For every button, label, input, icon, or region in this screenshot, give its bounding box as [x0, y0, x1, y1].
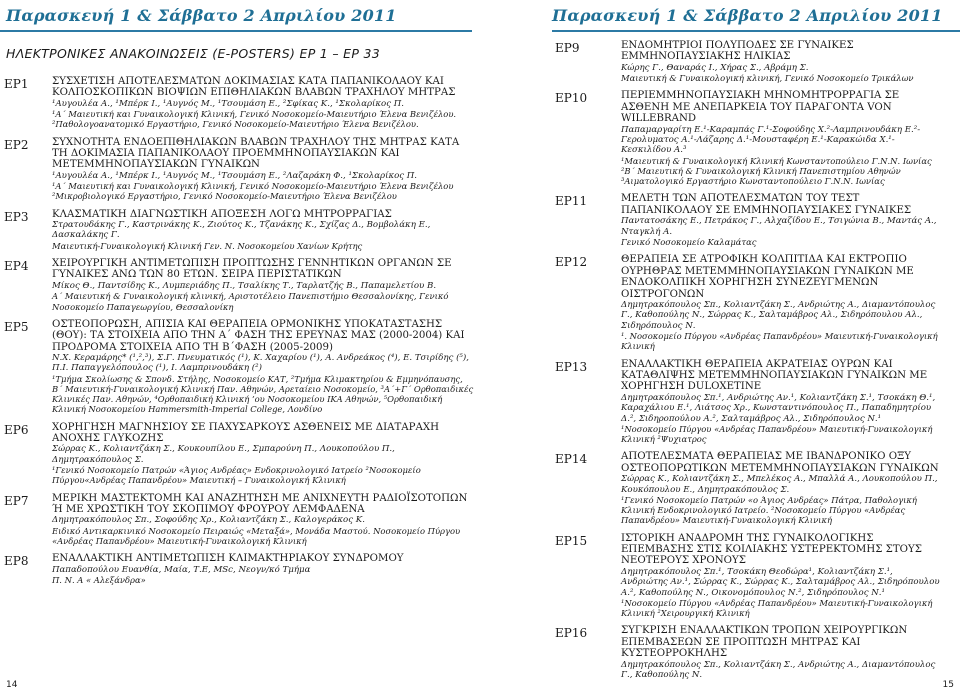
page-number: 15: [942, 680, 954, 690]
abstract-entry: [555, 359, 940, 445]
right-page: [480, 0, 960, 696]
entry-body: [621, 193, 940, 247]
entry-body: [621, 359, 940, 445]
entry-affiliation: ¹Τμήμα Σκολίωσης & Σπονδ. Στήλης, Νοσοκομείο ΚΑΤ, ²Τμήμα Κλιμακτηρίου & Εμμηνόπαυσης, Β΄ Μαιευτική-Γυναικολογική Κλινική Παν. Αθηνών, Αρεταίειο Νοσοκομείο, ³Α΄+Γ΄ Ορθοπαιδικές Κλινικές Παν. Αθηνών, ⁴Ορθοπαιδική Κλινική ’ου Νοσοκομείου ΙΚΑ Αθηνών, ⁵Ορθοπαιδική Κλινική Νοσοκομείου Hammersmith-Imperial College, Λονδίνο: [52, 373, 474, 415]
entry-title: ΟΣΤΕΟΠΟΡΩΣΗ, ΑΠΙΣΙΑ ΚΑΙ ΘΕΡΑΠΕΙΑ ΟΡΜΟΝΙΚΗΣ ΥΠΟΚΑΤΑΣΤΑΣΗΣ (ΘΟΥ): ΤΑ ΣΤΟΙΧΕΙΑ ΑΠΟ ΤΗΝ Α΄ ΦΑΣΗ ΤΗΣ ΕΡΕΥΝΑΣ ΜΑΣ (2000-2004) ΚΑΙ ΠΡΟΔΡΟΜΑ ΣΤΟΙΧΕΙΑ ΑΠΟ ΤΗ Β΄ΦΑΣΗ (2005-2009): [52, 318, 465, 353]
abstract-entry: [4, 422, 474, 486]
entry-title: ΕΝΑΛΛΑΚΤΙΚΗ ΘΕΡΑΠΕΙΑ ΑΚΡΑΤΕΙΑΣ ΟΥΡΩΝ ΚΑΙ ΚΑΤΑΘΛΙΨΗΣ ΜΕΤΕΜΜΗΝΟΠΑΥΣΙΑΚΩΝ ΓΥΝΑΙΚΩΝ ΜΕ ΧΟΡΗΓΗΣΗ DULOXETINE: [621, 358, 928, 393]
entry-authors: Δημητρακόπουλος Σπ.¹, Ανδριώτης Αν.¹, Κολιαντζάκη Σ.¹, Τσοκάκη Θ.¹, Καραχάλιου Ε.¹, Λιάτσος Χρ., Κωνσταντινόπουλος Π., Παπαδημητρίου Δ.², Σιδηροπούλου Α.², Σαλταμάβρος Αλ., Σιδηρόπουλος Ν.¹: [621, 392, 936, 424]
entry-body: [52, 553, 474, 585]
entry-authors: Δημητρακόπουλος Σπ., Κολιαντζάκη Σ., Ανδριώτης Α., Διαμαντόπουλος Γ., Καθοπούλης Ν., Σώρρας Κ., Σαλταμάβρος Αλ., Σιδηρόπουλου Αλ., Σιδηρόπουλος Ν.: [621, 299, 936, 331]
entry-body: [621, 451, 940, 525]
entry-authors: Μίκος Θ., Παντσίδης Κ., Λυμπεριάδης Π., Τσαλίκης Τ., Ταρλατζής Β., Παπαμελετίου Β.: [52, 280, 437, 291]
entry-code: EP7: [4, 493, 29, 508]
entry-title: ΑΠΟΤΕΛΕΣΜΑΤΑ ΘΕΡΑΠΕΙΑΣ ΜΕ ΙΒΑΝΔΡΟΝΙΚΟ ΟΞΥ ΟΣΤΕΟΠΟΡΩΤΙΚΩΝ ΜΕΤΕΜΜΗΝΟΠΑΥΣΙΑΚΩΝ ΓΥΝΑΙΚΩΝ: [621, 451, 939, 474]
entry-body: [621, 90, 940, 186]
page-number: 14: [6, 680, 18, 690]
entry-affiliation: ¹Νοσοκομείο Πύργου «Ανδρέας Παπανδρέου» Μαιευτική-Γυναικολογική Κλινική ²Ψυχιατρος: [621, 423, 933, 445]
entry-authors: Σώρρας Κ., Κολιαντζάκη Σ., Μπελέκος Α., Μπαλλά Α., Λουκοπούλου Π., Κουκόπουλου Ε., Δημητρακόπουλος Σ.: [621, 474, 938, 495]
entry-code: EP5: [4, 319, 29, 334]
entry-body: [52, 319, 474, 415]
entry-body: [621, 254, 940, 351]
entry-code: EP2: [4, 137, 29, 152]
entry-list: [555, 40, 940, 688]
entry-affiliation: ¹Α΄ Μαιευτική και Γυναικολογική Κλινική, Γενικό Νοσοκομείο-Μαιευτήριο Έλενα Βενιζέλου ²Μικροβιολογικό Εργαστήριο, Γενικό Νοσοκομείο-Μαιευτήριο Έλενα Βενιζέλου: [52, 181, 454, 202]
entry-authors: ¹Αυγουλέα Α., ¹Μπέρκ Ι., ¹Αυγνός Μ., ¹Τσουμάση Ε., ²Λαζαράκη Φ., ¹Σκολαρίκος Π.: [52, 170, 418, 181]
entry-body: [621, 625, 940, 680]
abstract-entry: [555, 625, 940, 680]
entry-code: EP14: [555, 452, 588, 467]
abstract-entry: [555, 193, 940, 247]
entry-title: ΚΛΑΣΜΑΤΙΚΗ ΔΙΑΓΝΩΣΤΙΚΗ ΑΠΟΞΕΣΗ ΛΟΓΩ ΜΗΤΡΟΡΡΑΓΙΑΣ: [52, 208, 392, 220]
entry-code: EP10: [555, 91, 588, 106]
entry-title: ΕΝΑΛΛΑΚΤΙΚΗ ΑΝΤΙΜΕΤΩΠΙΣΗ ΚΛΙΜΑΚΤΗΡΙΑΚΟΥ ΣΥΝΔΡΟΜΟΥ: [52, 553, 404, 565]
entry-affiliation: ¹Γενικό Νοσοκομείο Πατρών «ο Άγιος Ανδρέας» Πάτρα, Παθολογική Κλινική Ενδοκρινολογικό Ιατρείο. ²Νοσοκομείο Πύργου «Ανδρέας Παπανδρέου» Μαιευτική-Γυναικολογική Κλινική: [621, 495, 917, 526]
entry-body: [52, 209, 474, 251]
abstract-entry: [4, 493, 474, 547]
entry-authors: Ν.Χ. Κεραμάρης* (¹,²,³), Σ.Γ. Πνευματικός (¹), Κ. Χαχαρίου (¹), Α. Ανδρεάκος (⁴), Ε. Τσιρίδης (⁵), Π.Ι. Παπαγγελόπουλος (¹), Ι. Λαμπρινουδάκη (²): [52, 352, 469, 374]
entry-code: EP9: [555, 41, 580, 55]
abstract-entry: [4, 137, 474, 202]
entry-body: [52, 137, 474, 202]
entry-body: [621, 40, 940, 83]
entry-authors: Παπαμαργαρίτη Ε.¹-Καραμπάς Γ.¹-Σοφούδης Χ.²-Λαμπρινουδάκη Ε.²-Γερολυματος Α.¹-Λάζαρης Δ.¹-Μουσταφέρη Ε.¹-Καρακώιδα Χ.¹-Κεσκιλίδου Α.³: [621, 124, 921, 156]
entry-body: [52, 493, 474, 547]
entry-title: ΣΥΧΝΟΤΗΤΑ ΕΝΔΟΕΠΙΘΗΛΙΑΚΩΝ ΒΛΑΒΩΝ ΤΡΑΧΗΛΟΥ ΤΗΣ ΜΗΤΡΑΣ ΚΑΤΑ ΤΗ ΔΟΚΙΜΑΣΙΑ ΠΑΠΑΝΙΚΟΛΑΟΥ ΠΡΟΕΜΜΗΝΟΠΑΥΣΙΑΚΩΝ ΚΑΙ ΜΕΤΕΜΜΗΝΟΠΑΥΣΙΑΚΩΝ ΓΥΝΑΙΚΩΝ: [52, 136, 460, 171]
entry-authors: Δημητρακόπουλος Σπ., Σοφούδης Χρ., Κολιαντζάκη Σ., Καλογεράκος Κ.: [52, 515, 365, 526]
entry-affiliation: Γενικό Νοσοκομείο Καλαμάτας: [621, 237, 757, 248]
entry-code: EP1: [4, 77, 29, 91]
abstract-entry: [555, 90, 940, 186]
entry-title: ΜΕΡΙΚΗ ΜΑΣΤΕΚΤΟΜΗ ΚΑΙ ΑΝΑΖΗΤΗΣΗ ΜΕ ΑΝΙΧΝΕΥΤΗ ΡΑΔΙΟΪΣΟΤΟΠΩΝ Ή ΜΕ ΧΡΩΣΤΙΚΗ ΤΟΥ ΣΚΟΠΙΜΟΥ ΦΡΟΥΡΟΥ ΛΕΜΦΑΔΕΝΑ: [52, 492, 468, 515]
header-rule: [552, 30, 960, 32]
entry-affiliation: ¹Γενικό Νοσοκομείο Πατρών «Άγιος Ανδρέας» Ενδοκρινολογικό Ιατρείο ²Νοσοκομείο Πύργου«Ανδρέας Παπανδρέου» Μαιευτική – Γυναικολογική Κλινική: [52, 465, 421, 486]
abstract-entry: [4, 319, 474, 415]
entry-code: EP11: [555, 194, 588, 209]
header-rule: [0, 30, 472, 32]
entry-title: ΠΕΡΙΕΜΜΗΝΟΠΑΥΣΙΑΚΗ ΜΗΝΟΜΗΤΡΟΡΡΑΓΙΑ ΣΕ ΑΣΘΕΝΗ ΜΕ ΑΝΕΠΑΡΚΕΙΑ ΤΟΥ ΠΑΡΑΓΟΝΤΑ VON WILLEBRAND: [621, 90, 900, 125]
page-header: Παρασκευή 1 & Σάββατο 2 Απριλίου 2011: [6, 6, 397, 25]
abstract-entry: [4, 553, 474, 585]
entry-list: [4, 76, 474, 592]
entry-affiliation: ¹Νοσοκομείο Πύργου «Ανδρέας Παπανδρέου» Μαιευτική-Γυναικολογική Κλινική ²Χειρουργική Κλινική: [621, 598, 933, 619]
entry-affiliation: ¹. Νοσοκομείο Πύργου «Ανδρέας Παπανδρέου» Μαιευτική-Γυναικολογική Κλινική: [621, 331, 938, 352]
entry-code: EP4: [4, 259, 29, 274]
page-header: Παρασκευή 1 & Σάββατο 2 Απριλίου 2011: [552, 6, 943, 25]
entry-code: EP6: [4, 422, 29, 437]
entry-affiliation: Μαιευτική-Γυναικολογική Κλινική Γεν. Ν. Νοσοκομείου Χανίων Κρήτης: [52, 240, 363, 251]
entry-affiliation: ¹Μαιευτική & Γυναικολογική Κλινική Κωνσταντοπούλειο Γ.Ν.Ν. Ιωνίας ²Β΄ Μαιευτική & Γυναικολογική Κλινική Πανεπιστημίου Αθηνών ³Αιματολογικό Εργαστήριο Κωνσταντοπούλειο Γ.Ν.Ν. Ιωνίας: [621, 155, 932, 187]
entry-title: ΙΣΤΟΡΙΚΗ ΑΝΑΔΡΟΜΗ ΤΗΣ ΓΥΝΑΙΚΟΛΟΓΙΚΗΣ ΕΠΕΜΒΑΣΗΣ ΣΤΙΣ ΚΟΙΛΙΑΚΗΣ ΥΣΤΕΡΕΚΤΟΜΗΣ ΣΤΟΥΣ ΝΕΟΤΕΡΟΥΣ ΧΡΟΝΟΥΣ: [621, 532, 922, 567]
entry-code: EP15: [555, 533, 588, 548]
entry-code: EP13: [555, 359, 588, 374]
entry-title: ΧΟΡΗΓΗΣΗ ΜΑΓΝΗΣΙΟΥ ΣΕ ΠΑΧΥΣΑΡΚΟΥΣ ΑΣΘΕΝΕΙΣ ΜΕ ΔΙΑΤΑΡΑΧΗ ΑΝΟΧΗΣ ΓΛΥΚΟΖΗΣ: [52, 421, 439, 444]
entry-code: EP8: [4, 554, 29, 569]
entry-affiliation: ¹Α΄ Μαιευτική και Γυναικολογική Κλινική, Γενικό Νοσοκομείο-Μαιευτήριο Έλενα Βενιζέλου. ²Παθολογοανατομικό Εργαστήριο, Γενικό Νοσοκομείο-Μαιευτήριο Έλενα Βενιζέλου.: [52, 109, 457, 130]
entry-authors: Δημητρακόπουλος Σπ.¹, Τσοκάκη Θεοδώρα¹, Κολιαντζάκη Σ.¹, Ανδριώτης Αν.¹, Σώρρας Κ., Σώρρας Κ., Σαλταμάβρος Αλ., Σιδηρόπουλου Α.², Καθοπούλης Ν., Οικονομόπουλος Ν.², Σιδηρόπουλος Ν.¹: [621, 566, 940, 598]
abstract-entry: [555, 451, 940, 525]
entry-authors: Δημητρακόπουλος Σπ., Κολιαντζάκη Σ., Ανδριώτης Α., Διαμαντόπουλος Γ., Καθοπούλης Ν.: [621, 659, 936, 681]
entry-code: EP3: [4, 209, 29, 224]
abstract-entry: [555, 533, 940, 619]
abstract-entry: [555, 40, 940, 83]
entry-title: ΕΝΔΟΜΗΤΡΙΟΙ ΠΟΛΥΠΟΔΕΣ ΣΕ ΓΥΝΑΙΚΕΣ ΕΜΜΗΝΟΠΑΥΣΙΑΚΗΣ ΗΛΙΚΙΑΣ: [621, 40, 854, 63]
entry-body: [52, 76, 474, 130]
abstract-entry: [4, 258, 474, 312]
abstract-entry: [4, 76, 474, 130]
entry-code: EP12: [555, 255, 588, 270]
entry-authors: ¹Αυγουλέα Α., ¹Μπέρκ Ι., ¹Αυγνός Μ., ¹Τσουμάση Ε., ²Σφίκας Κ., ¹Σκολαρίκος Π.: [52, 98, 404, 109]
entry-title: ΣΥΓΚΡΙΣΗ ΕΝΑΛΛΑΚΤΙΚΩΝ ΤΡΟΠΩΝ ΧΕΙΡΟΥΡΓΙΚΩΝ ΕΠΕΜΒΑΣΕΩΝ ΣΕ ΠΡΟΠΤΩΣΗ ΜΗΤΡΑΣ ΚΑΙ ΚΥΣΤΕΟΡΡΟΚΗΛΗΣ: [621, 625, 908, 660]
entry-body: [621, 533, 940, 619]
entry-affiliation: Μαιευτική & Γυναικολογική κλινική, Γενικό Νοσοκομείο Τρικάλων: [621, 73, 914, 84]
entry-authors: Παντατοσάκης Ε., Πετράκος Γ., Αλχαζίδου Ε., Τσιγώνια Β., Μαντάς Α., Νταγκλή Α.: [621, 216, 937, 237]
entry-title: ΣΥΣΧΕΤΙΣΗ ΑΠΟΤΕΛΕΣΜΑΤΩΝ ΔΟΚΙΜΑΣΙΑΣ ΚΑΤΑ ΠΑΠΑΝΙΚΟΛΑΟΥ ΚΑΙ ΚΟΛΠΟΣΚΟΠΙΚΩΝ ΒΙΟΨΙΩΝ ΕΠΙΘΗΛΙΑΚΩΝ ΒΛΑΒΩΝ ΤΡΑΧΗΛΟΥ ΜΗΤΡΑΣ: [52, 76, 456, 99]
entry-affiliation: Α΄ Μαιευτική & Γυναικολογική κλινική, Αριστοτέλειο Πανεπιστήμιο Θεσσαλονίκης, Γενικό Νοσοκομείο Παπαγεωργίου, Θεσσαλονίκη: [52, 291, 449, 312]
entry-title: ΘΕΡΑΠΕΙΑ ΣΕ ΑΤΡΟΦΙΚΗ ΚΟΛΠΙΤΙΔΑ ΚΑΙ ΕΚΤΡΟΠΙΟ ΟΥΡΗΘΡΑΣ ΜΕΤΕΜΜΗΝΟΠΑΥΣΙΑΚΩΝ ΓΥΝΑΙΚΩΝ ΜΕ ΕΝΔΟΚΟΛΠΙΚΗ ΧΟΡΗΓΗΣΗ ΣΥΝΕΖΕΥΓΜΕΝΩΝ ΟΙΣΤΡΟΓΟΝΩΝ: [621, 254, 914, 300]
entry-authors: Κώρης Γ., Θαναράς Ι., Χήρας Σ., Αβράμη Σ.: [621, 62, 809, 73]
entry-affiliation: Π. Ν. Α « Αλεξάνδρα»: [52, 575, 146, 586]
section-title: ΗΛΕΚΤΡΟΝΙΚΕΣ ΑΝΑΚΟΙΝΩΣΕΙΣ (E-POSTERS) EP 1 – EP 33: [6, 46, 380, 61]
entry-body: [52, 422, 474, 486]
entry-code: EP16: [555, 626, 588, 641]
entry-body: [52, 258, 474, 312]
entry-title: ΧΕΙΡΟΥΡΓΙΚΗ ΑΝΤΙΜΕΤΩΠΙΣΗ ΠΡΟΠΤΩΣΗΣ ΓΕΝΝΗΤΙΚΩΝ ΟΡΓΑΝΩΝ ΣΕ ΓΥΝΑΙΚΕΣ ΑΝΩ ΤΩΝ 80 ΕΤΩΝ. ΣΕΙΡΑ ΠΕΡΙΣΤΑΤΙΚΩΝ: [52, 258, 452, 281]
entry-title: ΜΕΛΕΤΗ ΤΩΝ ΑΠΟΤΕΛΕΣΜΑΤΩΝ ΤΟΥ ΤΕΣΤ ΠΑΠΑΝΙΚΟΛΑΟΥ ΣΕ ΕΜΜΗΝΟΠΑΥΣΙΑΚΕΣ ΓΥΝΑΙΚΕΣ: [621, 193, 912, 216]
abstract-entry: [4, 209, 474, 251]
abstract-entry: [555, 254, 940, 351]
entry-affiliation: Ειδικό Αντικαρκινικό Νοσοκομείο Πειραιώς «Μεταξά», Μονάδα Μαστού. Νοσοκομείο Πύργου «Ανδρέας Παπανδρέου» Μαιευτική-Γυναικολογική Κλινική: [52, 525, 461, 546]
entry-authors: Παπαδοπούλου Ευανθία, Μαία, Τ.Ε, MSc, Νεογν/κό Τμήμα: [52, 564, 311, 575]
entry-authors: Στρατουδάκης Γ., Καστρινάκης Κ., Ζιούτος Κ., Τζανάκης Κ., Σχίζας Δ., Βομβολάκη Ε., Δασκαλάκης Γ.: [52, 220, 431, 241]
entry-authors: Σώρρας Κ., Κολιαντζάκη Σ., Κουκουπίλου Ε., Σμπαρούνη Π., Λουκοπούλου Π., Δημητρακόπουλος Σ.: [52, 444, 395, 465]
